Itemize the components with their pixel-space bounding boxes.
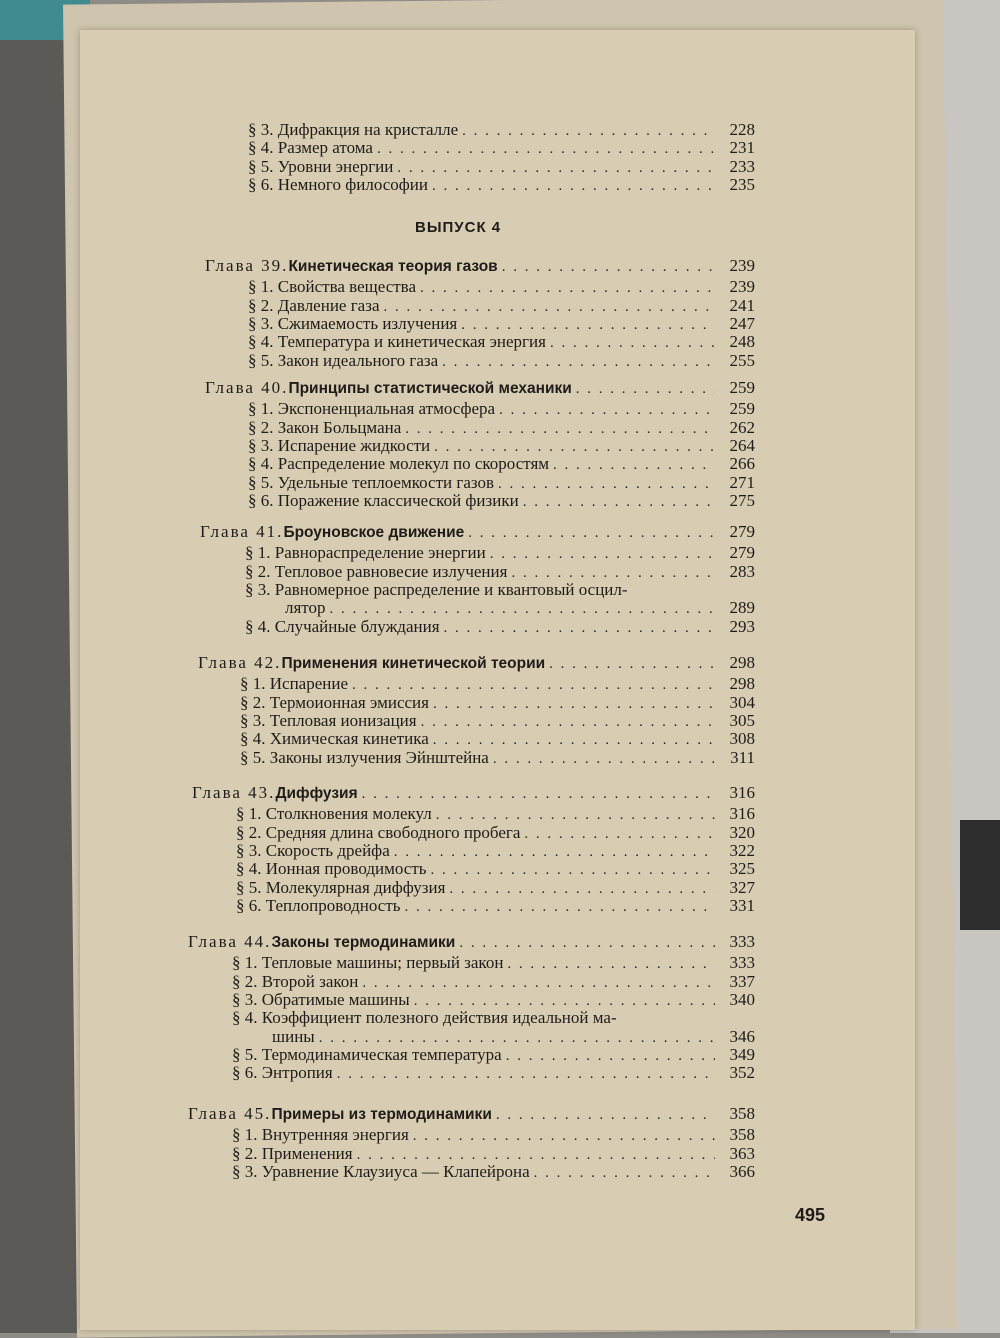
section-label: § 3. Равномерное распределение и квантовый осцил-	[245, 579, 628, 599]
toc-chapter	[198, 653, 755, 673]
leader-dots	[502, 259, 715, 276]
chapter-page: 239	[729, 256, 755, 275]
section-label: § 2. Средняя длина свободного пробега	[236, 822, 521, 842]
section-page: 241	[729, 295, 755, 315]
toc-chapter	[188, 932, 755, 952]
page-number: 495	[795, 1205, 826, 1225]
toc-section	[248, 436, 755, 456]
section-page: 366	[729, 1161, 755, 1181]
section-label: § 4. Размер атома	[248, 138, 373, 158]
leader-dots	[337, 1066, 715, 1083]
section-label: § 3. Уравнение Клаузиуса — Клапейрона	[232, 1161, 530, 1181]
section-label: § 3. Тепловая ионизация	[240, 710, 417, 730]
section-page: 298	[729, 674, 755, 694]
section-label: § 3. Дифракция на кристалле	[248, 120, 459, 139]
chapter-page: 333	[729, 932, 755, 951]
section-label: § 2. Применения	[232, 1143, 353, 1163]
section-page: 293	[729, 616, 755, 636]
toc-section	[232, 1063, 755, 1083]
section-label: § 2. Второй закон	[232, 971, 359, 991]
leader-dots	[459, 935, 715, 952]
toc-section	[232, 990, 755, 1010]
section-label: § 5. Законы излучения Эйнштейна	[240, 747, 489, 767]
toc-section	[248, 399, 755, 419]
toc-section	[240, 693, 755, 713]
background-right-dark	[960, 820, 1000, 930]
section-label: § 6. Поражение классической физики	[248, 490, 519, 510]
section-page: 331	[729, 895, 755, 915]
book-page	[80, 30, 915, 1330]
chapter-title: Кинетическая теория газов	[288, 258, 498, 275]
section-page: 340	[729, 989, 755, 1009]
toc-section	[232, 1162, 755, 1182]
section-page: 228	[729, 120, 755, 139]
section-label: § 2. Тепловое равновесие излучения	[245, 561, 508, 581]
section-page: 271	[729, 472, 755, 492]
chapter-page: 298	[729, 653, 755, 672]
toc-section	[236, 841, 755, 861]
section-label: § 4. Температура и кинетическая энергия	[248, 332, 546, 352]
section-page: 264	[729, 435, 755, 455]
section-label: § 4. Коэффициент полезного действия идеальной ма-	[232, 1008, 617, 1028]
section-page: 259	[729, 399, 755, 419]
toc-section	[248, 332, 755, 352]
toc-section	[248, 314, 755, 334]
section-label: § 4. Ионная проводимость	[236, 859, 427, 879]
toc-section	[236, 859, 755, 879]
toc-section	[240, 711, 755, 731]
toc-section	[245, 543, 755, 563]
chapter-title: Диффузия	[275, 785, 358, 802]
chapter-label: Глава 45.	[188, 1104, 272, 1123]
toc-section	[240, 748, 755, 768]
section-page: 279	[729, 543, 755, 563]
issue-title: ВЫПУСК 4	[415, 219, 502, 236]
section-label: § 1. Свойства вещества	[248, 277, 417, 297]
chapter-title: Законы термодинамики	[271, 934, 456, 951]
chapter-title: Применения кинетической теории	[281, 655, 546, 672]
section-page: 311	[730, 747, 755, 767]
section-label: § 5. Молекулярная диффузия	[236, 877, 446, 897]
section-label: § 4. Химическая кинетика	[240, 729, 429, 749]
toc-section	[236, 878, 755, 898]
section-page: 248	[729, 332, 755, 352]
toc-section	[248, 296, 755, 316]
toc-section	[248, 277, 755, 297]
chapter-page: 358	[729, 1104, 755, 1123]
leader-dots	[362, 786, 715, 803]
toc-section	[232, 1144, 755, 1164]
section-page: 333	[729, 953, 755, 973]
section-label: § 1. Экспоненциальная атмосфера	[248, 399, 496, 419]
chapter-label: Глава 40.	[205, 378, 289, 397]
chapter-title: Принципы статистической механики	[288, 380, 572, 397]
section-page: 327	[729, 877, 755, 897]
section-page: 346	[729, 1026, 755, 1046]
section-page: 247	[729, 313, 755, 333]
toc-section	[248, 157, 755, 177]
section-page: 305	[729, 710, 755, 730]
toc-section	[236, 896, 755, 916]
section-page: 349	[729, 1044, 755, 1064]
leader-dots	[493, 751, 715, 768]
chapter-label: Глава 44.	[188, 932, 272, 951]
section-page: 283	[729, 561, 755, 581]
section-label: § 3. Скорость дрейфа	[236, 840, 390, 860]
section-label: § 5. Удельные теплоемкости газов	[248, 472, 495, 492]
section-label: § 2. Термоионная эмиссия	[240, 692, 429, 712]
section-page: 322	[729, 840, 755, 860]
leader-dots	[576, 381, 715, 398]
toc-section	[248, 138, 755, 158]
chapter-title: Броуновское движение	[283, 524, 465, 541]
chapter-page: 316	[729, 783, 755, 802]
section-page: 337	[729, 971, 755, 991]
section-page: 231	[729, 138, 755, 158]
leader-dots	[523, 494, 715, 511]
toc-section	[245, 562, 755, 582]
section-page: 262	[729, 417, 755, 437]
section-label: § 3. Сжимаемость излучения	[248, 313, 458, 333]
section-label: § 3. Испарение жидкости	[248, 435, 431, 455]
chapter-label: Глава 41.	[200, 522, 284, 541]
toc-section	[236, 823, 755, 843]
toc-section	[232, 953, 755, 973]
section-label: § 5. Термодинамическая температура	[232, 1044, 502, 1064]
section-label: § 6. Теплопроводность	[236, 895, 401, 915]
section-label: § 4. Распределение молекул по скоростям	[248, 454, 550, 474]
section-label: § 2. Давление газа	[248, 295, 380, 315]
section-label: § 5. Закон идеального газа	[248, 350, 439, 370]
toc-section	[240, 729, 755, 749]
section-label: § 4. Случайные блуждания	[245, 616, 440, 636]
section-label-cont: шины	[272, 1026, 315, 1046]
leader-dots	[534, 1165, 715, 1182]
toc-section	[248, 418, 755, 438]
section-page: 358	[729, 1125, 755, 1145]
chapter-label: Глава 39.	[205, 256, 289, 275]
section-label: § 6. Энтропия	[232, 1063, 333, 1083]
section-label: § 1. Тепловые машины; первый закон	[232, 953, 504, 973]
leader-dots	[444, 620, 715, 637]
toc-section	[248, 454, 755, 474]
toc-section	[232, 972, 755, 992]
chapter-label: Глава 43.	[192, 783, 276, 802]
section-page: 304	[729, 692, 755, 712]
toc-chapter	[205, 256, 755, 276]
toc-section	[272, 1027, 755, 1047]
leader-dots	[432, 178, 715, 195]
leader-dots	[549, 656, 715, 673]
toc-section	[285, 598, 755, 618]
chapter-title: Примеры из термодинамики	[271, 1106, 492, 1123]
section-label: § 3. Обратимые машины	[232, 989, 410, 1009]
toc-section	[248, 120, 755, 140]
chapter-page: 279	[729, 522, 755, 541]
section-label: § 6. Немного философии	[248, 174, 429, 194]
toc-section	[248, 473, 755, 493]
section-label: § 1. Испарение	[240, 674, 349, 694]
toc-chapter	[188, 1104, 755, 1124]
section-label-cont: лятор	[285, 598, 326, 618]
section-label: § 1. Внутренняя энергия	[232, 1125, 409, 1145]
section-page: 275	[729, 490, 755, 510]
leader-dots	[442, 354, 715, 371]
section-page: 308	[729, 729, 755, 749]
section-page: 239	[729, 277, 755, 297]
toc-chapter	[200, 522, 755, 542]
toc-section	[236, 804, 755, 824]
toc-chapter	[192, 783, 755, 803]
toc-section	[248, 491, 755, 511]
section-page: 255	[729, 350, 755, 370]
section-page: 352	[729, 1063, 755, 1083]
section-page: 325	[729, 859, 755, 879]
section-page: 233	[729, 156, 755, 176]
toc-section	[248, 175, 755, 195]
section-page: 289	[729, 598, 755, 618]
toc-section	[232, 1125, 755, 1145]
section-label: § 2. Закон Больцмана	[248, 417, 402, 437]
toc-chapter	[205, 378, 755, 398]
section-label: § 5. Уровни энергии	[248, 156, 394, 176]
toc-section	[240, 674, 755, 694]
leader-dots	[496, 1107, 715, 1124]
toc-section	[245, 617, 755, 637]
section-page: 266	[729, 454, 755, 474]
section-page: 316	[729, 804, 755, 824]
leader-dots	[405, 899, 715, 916]
leader-dots	[468, 525, 715, 542]
section-page: 363	[729, 1143, 755, 1163]
toc-section	[232, 1045, 755, 1065]
section-page: 235	[729, 174, 755, 194]
chapter-page: 259	[729, 378, 755, 397]
section-page: 320	[729, 822, 755, 842]
toc-section	[248, 351, 755, 371]
chapter-label: Глава 42.	[198, 653, 282, 672]
section-label: § 1. Равнораспределение энергии	[245, 543, 486, 563]
section-label: § 1. Столкновения молекул	[236, 804, 432, 824]
